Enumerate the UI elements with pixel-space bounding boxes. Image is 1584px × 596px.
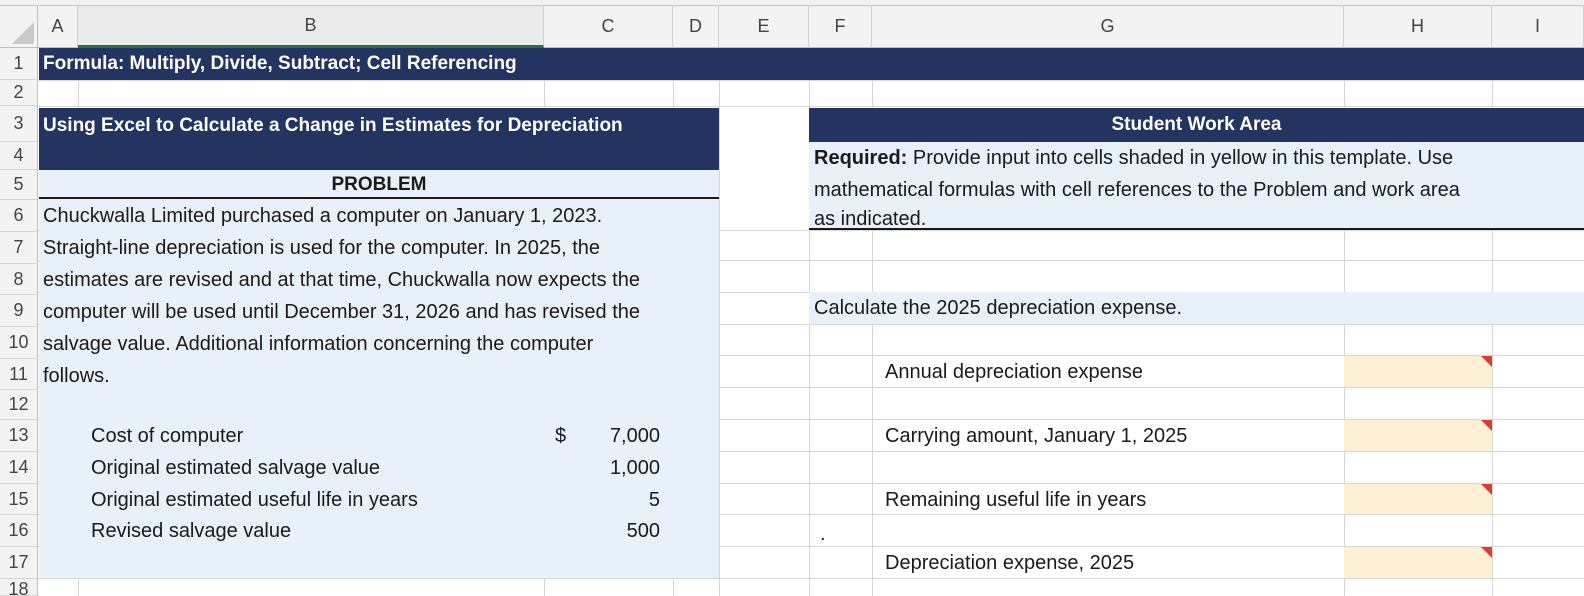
stray-dot[interactable]: . bbox=[820, 523, 826, 545]
row-header[interactable]: 17 bbox=[0, 547, 38, 579]
problem-label[interactable]: PROBLEM bbox=[39, 171, 719, 199]
row-header[interactable]: 12 bbox=[0, 390, 38, 420]
row-header[interactable]: 13 bbox=[0, 420, 38, 452]
problem-line: computer will be used until December 31, 2026 and has revised the bbox=[43, 301, 641, 323]
problem-item-label[interactable]: Cost of computer bbox=[91, 425, 244, 447]
required-text[interactable] bbox=[814, 142, 1584, 230]
col-header-i[interactable]: I bbox=[1492, 6, 1584, 48]
col-header-d[interactable]: D bbox=[673, 6, 719, 48]
col-header-h[interactable]: H bbox=[1344, 6, 1492, 48]
problem-line: Straight-line depreciation is used for the computer. In 2025, the bbox=[43, 237, 601, 259]
col-header-e[interactable]: E bbox=[719, 6, 809, 48]
row-header[interactable]: 10 bbox=[0, 327, 38, 359]
problem-item-value[interactable]: 5 bbox=[648, 489, 660, 511]
work-prompt[interactable]: Calculate the 2025 depreciation expense. bbox=[814, 297, 1183, 319]
gridline bbox=[38, 106, 1584, 107]
problem-line: follows. bbox=[43, 365, 110, 387]
work-area-header[interactable]: Student Work Area bbox=[809, 108, 1584, 142]
problem-item-label[interactable]: Revised salvage value bbox=[91, 520, 292, 542]
work-item-label[interactable]: Annual depreciation expense bbox=[885, 361, 1143, 383]
row-header[interactable]: 15 bbox=[0, 484, 38, 515]
col-header-g[interactable]: G bbox=[872, 6, 1344, 48]
row-header[interactable]: 4 bbox=[0, 142, 38, 170]
row-header[interactable]: 11 bbox=[0, 359, 38, 390]
row-header[interactable]: 8 bbox=[0, 264, 38, 295]
comment-indicator-icon bbox=[1481, 484, 1492, 495]
problem-item-label[interactable]: Original estimated salvage value bbox=[91, 457, 381, 479]
required-line: mathematical formulas with cell references to the Problem and work area bbox=[814, 179, 1460, 201]
problem-item-label[interactable]: Original estimated useful life in years bbox=[91, 489, 418, 511]
input-depreciation-2025[interactable] bbox=[1344, 547, 1492, 578]
work-item-label[interactable]: Carrying amount, January 1, 2025 bbox=[885, 425, 1188, 447]
select-all-icon bbox=[12, 22, 34, 44]
col-header-f[interactable]: F bbox=[809, 6, 872, 48]
select-all-corner[interactable] bbox=[0, 6, 38, 48]
problem-text[interactable] bbox=[43, 200, 719, 392]
row-header[interactable]: 1 bbox=[0, 48, 38, 80]
row-header[interactable]: 9 bbox=[0, 295, 38, 327]
col-header-a[interactable]: A bbox=[38, 6, 78, 48]
col-header-c[interactable]: C bbox=[544, 6, 673, 48]
row-header[interactable]: 2 bbox=[0, 80, 38, 106]
comment-indicator-icon bbox=[1481, 547, 1492, 558]
problem-item-value[interactable]: 1,000 bbox=[609, 457, 660, 479]
row-header[interactable]: 7 bbox=[0, 232, 38, 264]
row-header[interactable]: 14 bbox=[0, 452, 38, 484]
row-header[interactable]: 6 bbox=[0, 200, 38, 232]
required-label: Required: bbox=[814, 147, 908, 169]
row-header[interactable]: 3 bbox=[0, 106, 38, 142]
comment-indicator-icon bbox=[1481, 420, 1492, 431]
problem-line: salvage value. Additional information concerning the computer bbox=[43, 333, 594, 355]
problem-header[interactable]: Using Excel to Calculate a Change in Estimates for Depreciation bbox=[39, 108, 719, 170]
comment-indicator-icon bbox=[1481, 356, 1492, 367]
row-header[interactable]: 18 bbox=[0, 579, 38, 596]
work-item-label[interactable]: Remaining useful life in years bbox=[885, 489, 1147, 511]
required-line bbox=[814, 142, 1584, 174]
gridline bbox=[38, 578, 1584, 579]
currency-symbol: $ bbox=[555, 425, 567, 447]
gridline bbox=[38, 80, 1584, 81]
work-item-label[interactable]: Depreciation expense, 2025 bbox=[885, 552, 1135, 574]
required-line-text: Provide input into cells shaded in yellow in this template. Use bbox=[907, 147, 1454, 169]
row-header[interactable]: 5 bbox=[0, 170, 38, 200]
row-header[interactable]: 16 bbox=[0, 515, 38, 547]
problem-line: estimates are revised and at that time, Chuckwalla now expects the bbox=[43, 269, 640, 291]
problem-item-value[interactable]: 500 bbox=[626, 520, 660, 542]
problem-item-value[interactable]: 7,000 bbox=[609, 425, 660, 447]
sheet-title[interactable]: Formula: Multiply, Divide, Subtract; Cell Referencing bbox=[39, 48, 1584, 80]
input-remaining-life[interactable] bbox=[1344, 484, 1492, 514]
col-header-b[interactable]: B bbox=[78, 6, 544, 48]
input-annual-depreciation[interactable] bbox=[1344, 356, 1492, 387]
input-carrying-amount[interactable] bbox=[1344, 420, 1492, 451]
required-line: as indicated. bbox=[814, 208, 927, 230]
problem-line: Chuckwalla Limited purchased a computer on January 1, 2023. bbox=[43, 205, 603, 227]
